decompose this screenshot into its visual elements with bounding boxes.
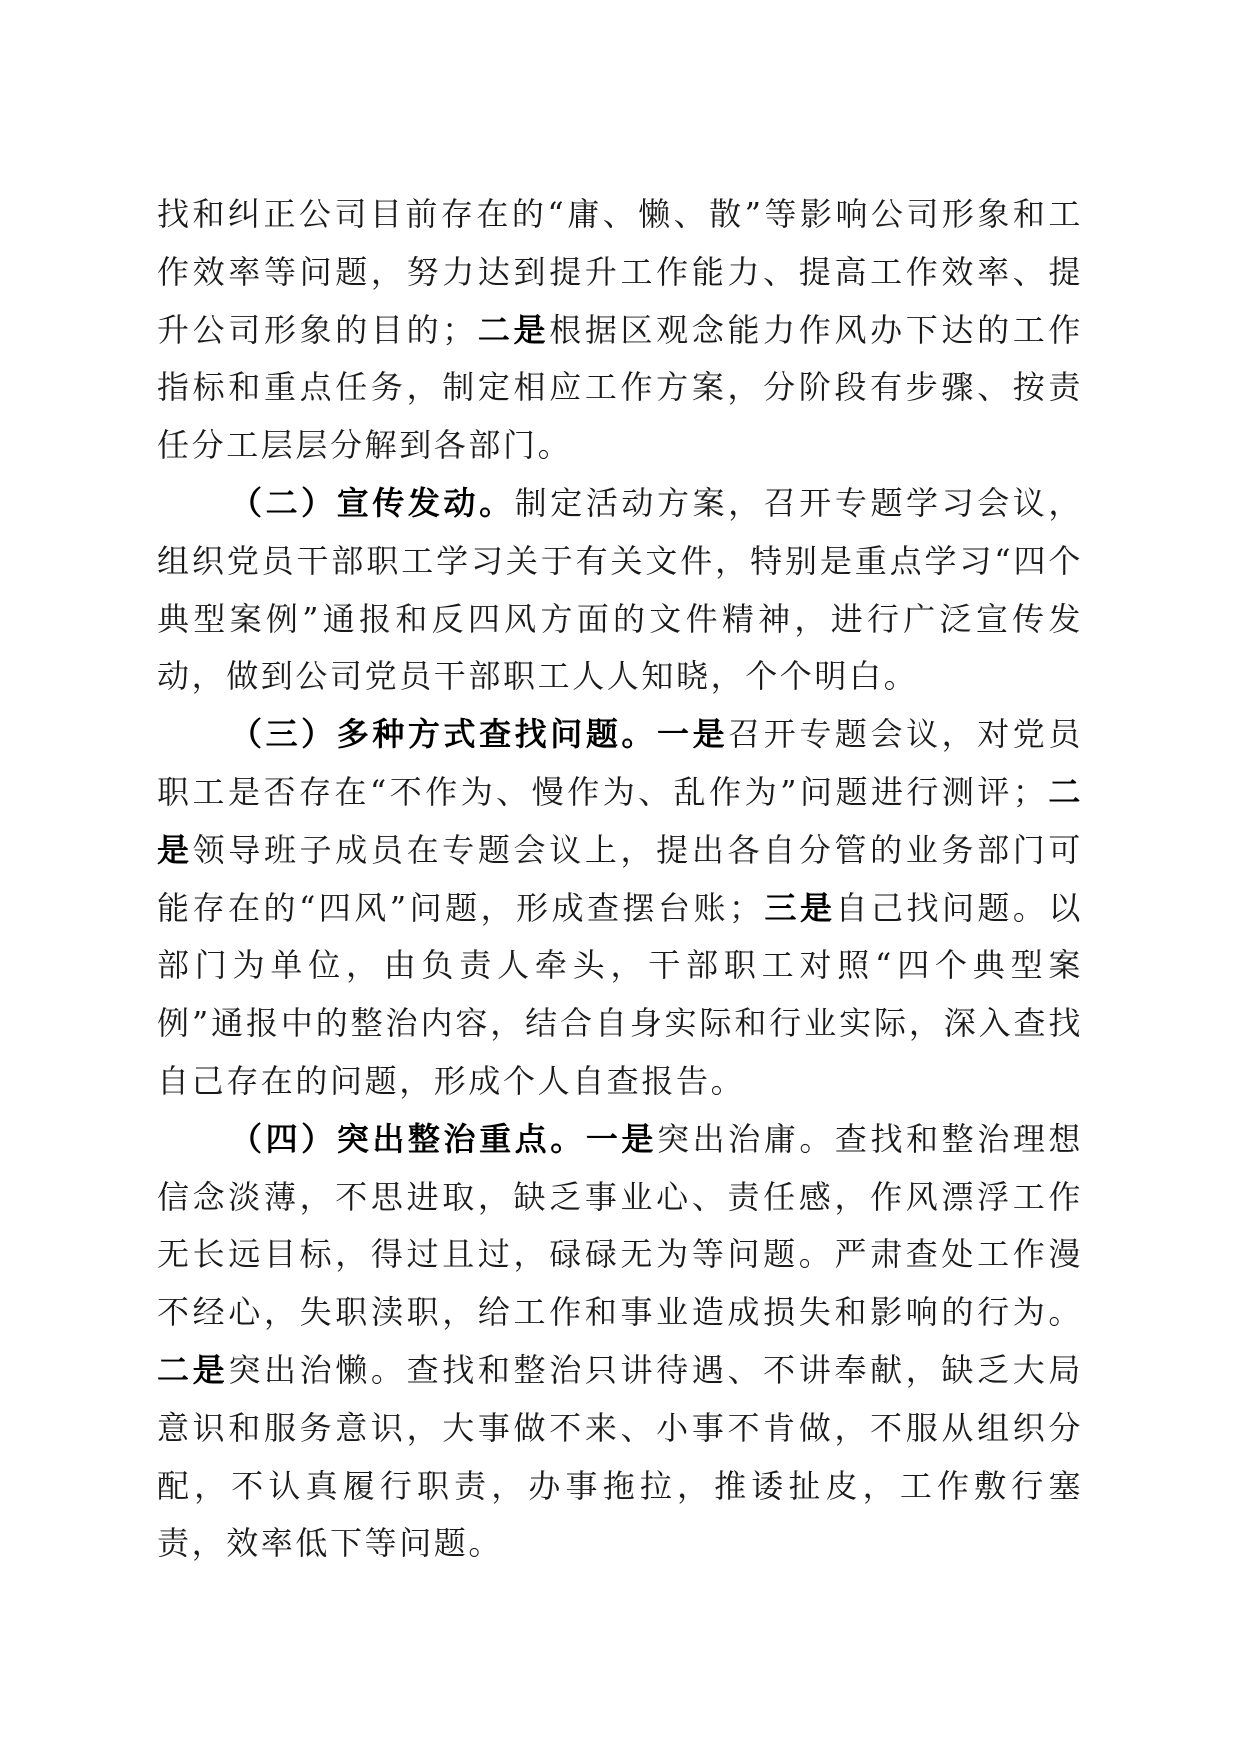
paragraph-continuation	[157, 186, 1083, 475]
text-run: 突出治懒。查找和整治只讲待遇、不讲奉献，缺乏大局意识和服务意识，大事做不来、小事不肯做，不服从组织分配，不认真履行职责，办事拖拉，推诿扯皮，工作敷行塞责，效率低下等问题。	[157, 1350, 1083, 1563]
section-heading: （三）多种方式查找问题。	[230, 715, 657, 754]
text-run-bold: 一是	[656, 715, 729, 754]
paragraph-publicity	[157, 475, 1083, 706]
document-body	[157, 186, 1083, 1573]
text-run-bold: 三是	[763, 888, 836, 927]
text-run-bold: 二是	[476, 310, 550, 349]
text-run-bold: 二是	[157, 1350, 229, 1389]
text-run: 自己找问题。以部门为单位，由负责人牵头，干部职工对照“四个典型案例”通报中的整治内容，结合自身实际和行业实际，深入查找自己存在的问题，形成个人自查报告。	[157, 888, 1084, 1100]
section-heading: （二）宣传发动。	[230, 483, 515, 522]
text-run: 制定活动方案，召开专题学习会议，组织党员干部职工学习关于有关文件，特别是重点学习“四个典型案例”通报和反四风方面的文件精神，进行广泛宣传发动，做到公司党员干部职工人人知晓，个个明白。	[157, 483, 1083, 696]
section-heading: （四）突出整治重点。	[230, 1119, 586, 1158]
paragraph-find-problems	[157, 706, 1083, 1111]
text-run-bold: 二是	[157, 772, 1083, 869]
text-run: 根据区观念能力作风办下达的工作指标和重点任务，制定相应工作方案，分阶段有步骤、按责任分工层层分解到各部门。	[157, 310, 1083, 465]
text-run-bold: 一是	[585, 1119, 657, 1158]
text-run: 找和纠正公司目前存在的“庸、懒、散”等影响公司形象和工作效率等问题，努力达到提升工作能力、提高工作效率、提升公司形象的目的；	[157, 195, 1083, 349]
text-run: 突出治庸。查找和整治理想信念淡薄，不思进取，缺乏事业心、责任感，作风漂浮工作无长远目标，得过且过，碌碌无为等问题。严肃查处工作漫不经心，失职渎职，给工作和事业造成损失和影响的行为。	[157, 1119, 1083, 1332]
text-run: 领导班子成员在专题会议上，提出各自分管的业务部门可能存在的“四风”问题，形成查摆台账；	[157, 830, 1083, 927]
paragraph-rectification-focus	[157, 1111, 1083, 1573]
text-run: 召开专题会议，对党员职工是否存在“不作为、慢作为、乱作为”问题进行测评；	[157, 715, 1083, 811]
